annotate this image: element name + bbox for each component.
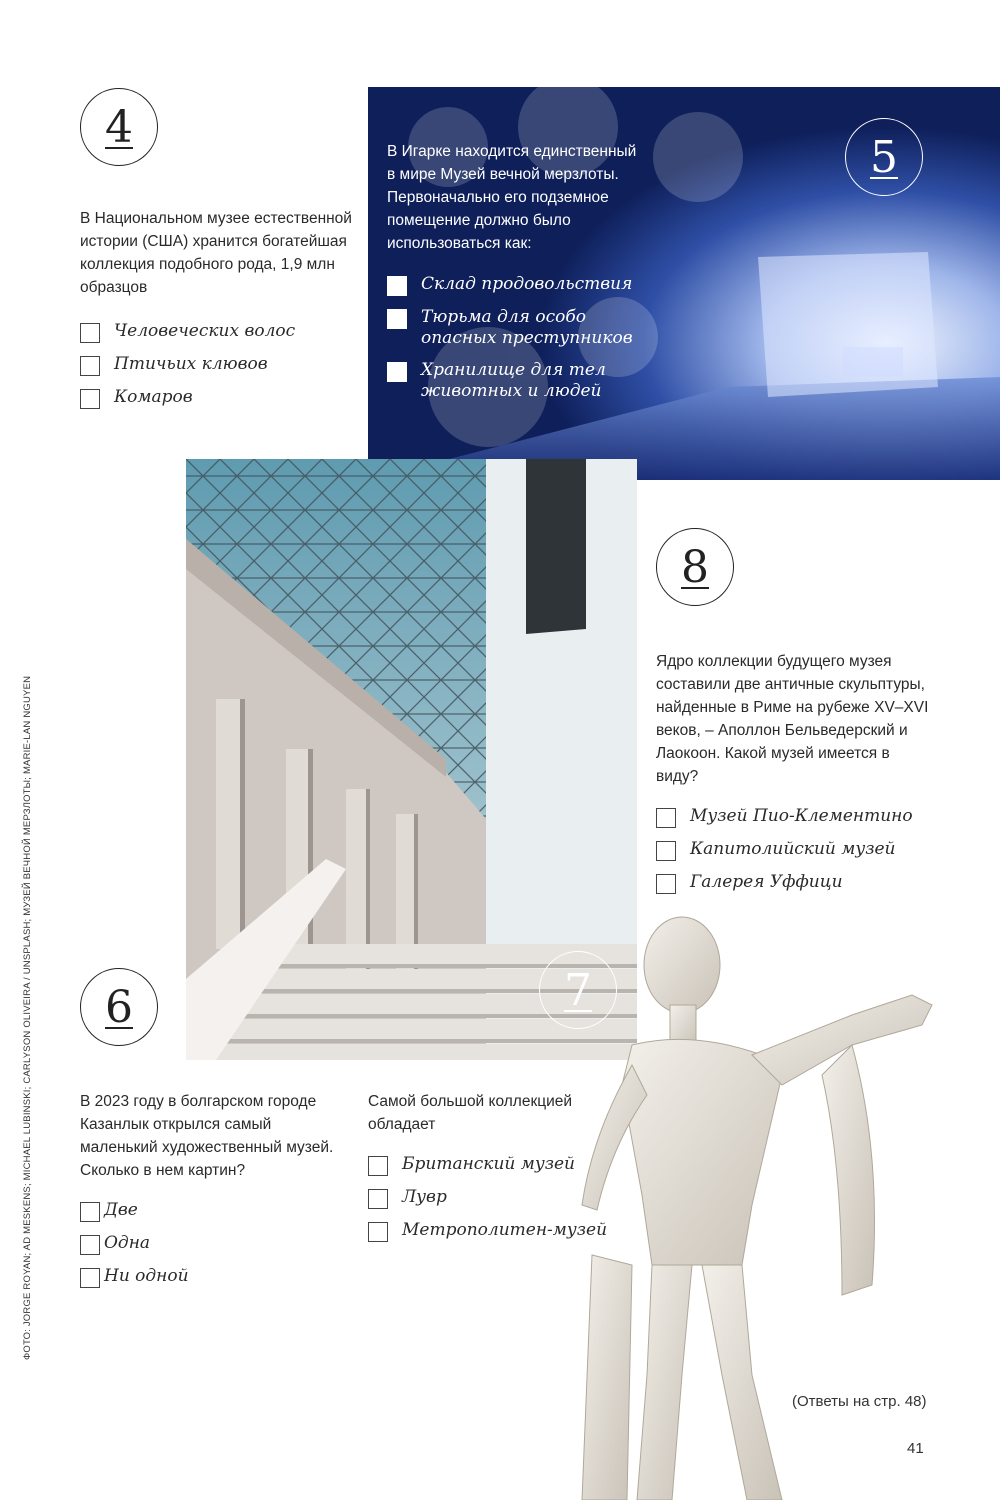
checkbox[interactable] xyxy=(387,276,407,296)
option[interactable]: Ни одной xyxy=(80,1266,280,1288)
question-6-text: В 2023 году в болгарском городе Казанлык открылся самый маленький художественный музей. Сколько в нем картин? xyxy=(80,1093,334,1179)
checkbox[interactable] xyxy=(80,356,100,376)
question-8-number: 8 xyxy=(656,528,734,606)
checkbox[interactable] xyxy=(368,1156,388,1176)
option[interactable]: Лувр xyxy=(368,1187,608,1209)
question-6-options xyxy=(80,1200,280,1296)
question-5-options xyxy=(387,274,657,410)
photo-credit: ФОТО: JORGE ROYAN; AD MESKENS; MICHAEL LUBINSKI; CARLYSON OLIVEIRA / UNSPLASH; МУЗЕЙ ВЕЧНОЙ МЕРЗЛОТЫ; MARIE-LAN NGUYEN xyxy=(22,675,33,1360)
question-6-number: 6 xyxy=(80,968,158,1046)
option[interactable]: Метрополитен-музей xyxy=(368,1220,608,1242)
option[interactable]: Тюрьма для особо опасных преступников xyxy=(387,307,657,349)
checkbox[interactable] xyxy=(387,309,407,329)
question-4-options xyxy=(80,321,350,417)
question-4-number: 4 xyxy=(80,88,158,166)
question-4-text: В Национальном музее естественной истории (США) хранится богатейшая коллекция подобного рода, 1,9 млн образцов xyxy=(80,210,352,296)
option[interactable]: Капитолийский музей xyxy=(656,839,946,861)
question-7-options xyxy=(368,1154,608,1250)
option[interactable]: Птичьих клювов xyxy=(80,354,350,376)
checkbox[interactable] xyxy=(656,841,676,861)
option[interactable]: Человеческих волос xyxy=(80,321,350,343)
option[interactable]: Хранилище для тел животных и людей xyxy=(387,360,657,402)
checkbox[interactable] xyxy=(387,362,407,382)
checkbox[interactable] xyxy=(656,874,676,894)
checkbox[interactable] xyxy=(80,1202,100,1222)
checkbox[interactable] xyxy=(80,389,100,409)
option[interactable]: Британский музей xyxy=(368,1154,608,1176)
option[interactable]: Галерея Уффици xyxy=(656,872,946,894)
option[interactable]: Одна xyxy=(80,1233,280,1255)
answers-note: (Ответы на стр. 48) xyxy=(792,1393,927,1410)
checkbox[interactable] xyxy=(368,1189,388,1209)
option[interactable]: Две xyxy=(80,1200,280,1222)
question-5-number: 5 xyxy=(845,118,923,196)
checkbox[interactable] xyxy=(368,1222,388,1242)
question-5-text: В Игарке находится единственный в мире Музей вечной мерзлоты. Первоначально его подземное помещение должно было использоваться как: xyxy=(387,143,637,252)
checkbox[interactable] xyxy=(80,1268,100,1288)
question-7-number: 7 xyxy=(539,951,617,1029)
checkbox[interactable] xyxy=(80,1235,100,1255)
option[interactable]: Склад продовольствия xyxy=(387,274,657,296)
checkbox[interactable] xyxy=(80,323,100,343)
question-8-options xyxy=(656,806,946,902)
option[interactable]: Музей Пио-Клементино xyxy=(656,806,946,828)
option[interactable]: Комаров xyxy=(80,387,350,409)
page-number: 41 xyxy=(907,1440,924,1457)
checkbox[interactable] xyxy=(656,808,676,828)
question-7-text: Самой большой коллекцией обладает xyxy=(368,1093,573,1133)
question-8-text: Ядро коллекции будущего музея составили две античные скульптуры, найденные в Риме на рубеже XV–XVI веков, – Аполлон Бельведерский и Лаокоон. Какой музей имеется в виду? xyxy=(656,653,929,785)
